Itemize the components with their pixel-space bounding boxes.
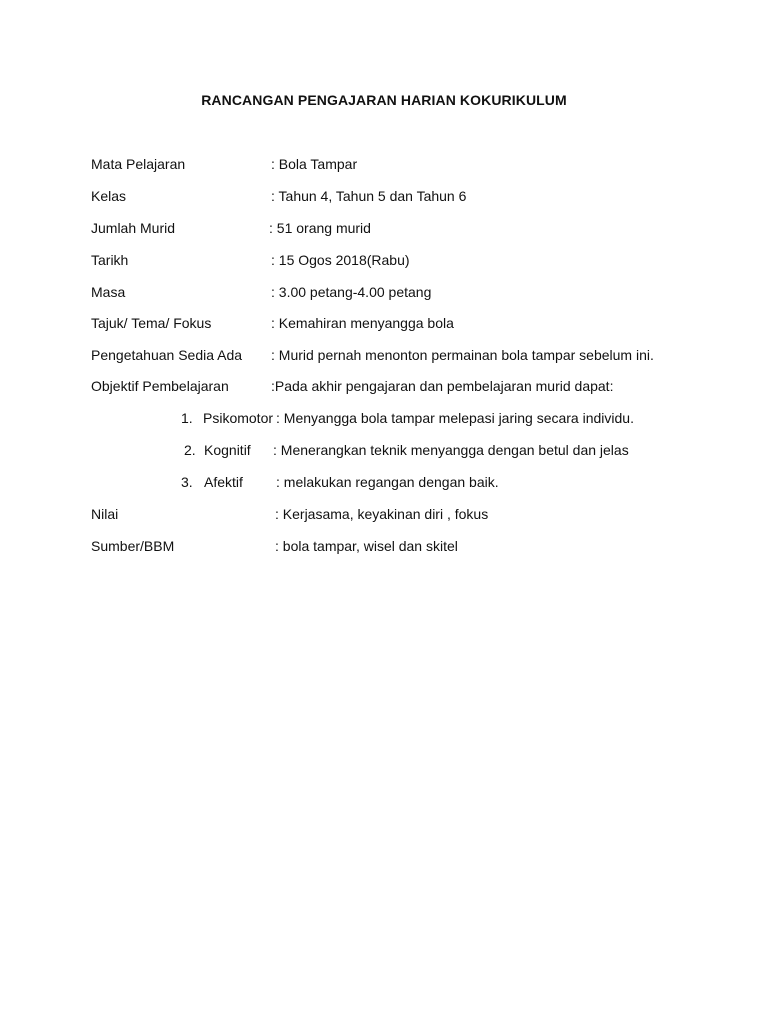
field-label: Jumlah Murid <box>91 220 176 236</box>
field-label: Tajuk/ Tema/ Fokus <box>91 315 212 331</box>
objective-domain: Afektif <box>204 474 243 490</box>
field-value: : Kemahiran menyangga bola <box>271 315 454 331</box>
objective-number: 2. <box>184 442 196 458</box>
field-value: : Bola Tampar <box>271 156 358 172</box>
field-label: Pengetahuan Sedia Ada <box>91 347 243 363</box>
field-label: Objektif Pembelajaran <box>91 378 229 394</box>
field-label: Masa <box>91 284 126 300</box>
field-value: : Kerjasama, keyakinan diri , fokus <box>275 506 489 522</box>
field-label: Nilai <box>91 506 119 522</box>
field-label: Kelas <box>91 188 127 204</box>
field-value: :Pada akhir pengajaran dan pembelajaran murid dapat: <box>271 378 614 394</box>
field-value: : 51 orang murid <box>269 220 371 236</box>
objective-domain: Kognitif <box>204 442 251 458</box>
field-value: : bola tampar, wisel dan skitel <box>275 538 458 554</box>
objective-text: : Menerangkan teknik menyangga dengan betul dan jelas <box>273 442 629 458</box>
field-value: : Murid pernah menonton permainan bola tampar sebelum ini. <box>271 347 654 363</box>
field-label: Tarikh <box>91 252 129 268</box>
objective-number: 1. <box>181 410 193 426</box>
document-title: RANCANGAN PENGAJARAN HARIAN KOKURIKULUM <box>201 92 567 108</box>
field-value: : 3.00 petang-4.00 petang <box>271 284 432 300</box>
objective-number: 3. <box>181 474 193 490</box>
field-value: : Tahun 4, Tahun 5 dan Tahun 6 <box>271 188 467 204</box>
objective-domain: Psikomotor <box>203 410 274 426</box>
field-label: Mata Pelajaran <box>91 156 186 172</box>
field-value: : 15 Ogos 2018(Rabu) <box>271 252 410 268</box>
objective-text: : Menyangga bola tampar melepasi jaring secara individu. <box>276 410 634 426</box>
objective-text: : melakukan regangan dengan baik. <box>276 474 499 490</box>
field-label: Sumber/BBM <box>91 538 175 554</box>
